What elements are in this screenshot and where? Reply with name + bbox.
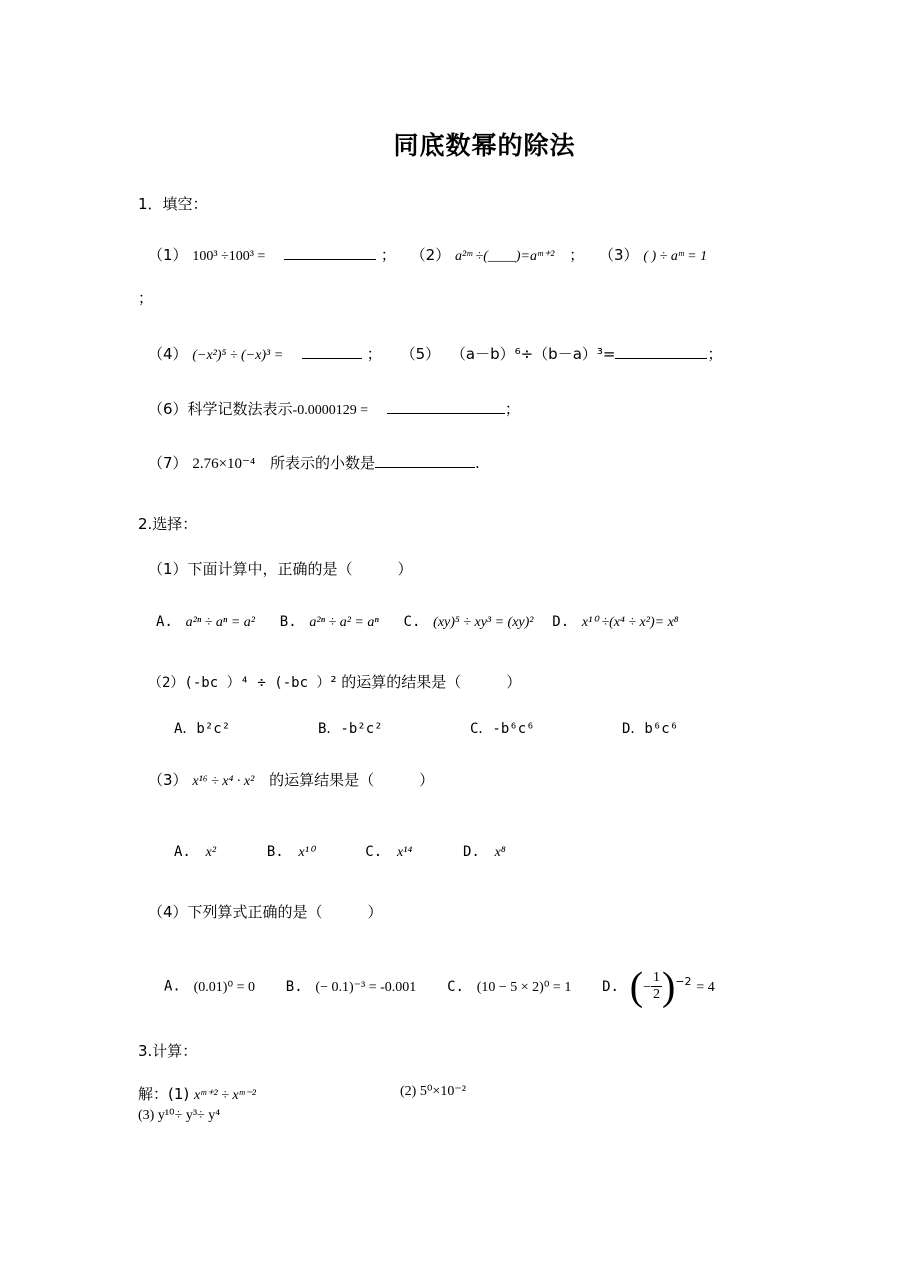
calc-2-expression: (2) 5⁰×10⁻² — [400, 1084, 466, 1099]
section-2-heading: 2.选择： — [138, 515, 198, 533]
open-paren: ( — [629, 963, 644, 1008]
q3-option-d[interactable]: x⁸ — [494, 845, 506, 860]
q3-expression: x¹⁶ ÷ x⁴ · x² — [192, 774, 255, 789]
q3-option-c-label[interactable]: C. — [365, 844, 383, 860]
q6-label: （6）科学记数法表示 — [148, 400, 293, 418]
calc-line-1 — [138, 1083, 256, 1104]
q3-label: （3） — [599, 246, 639, 264]
q1-option-a[interactable]: a²ⁿ ÷ aⁿ = a² — [185, 615, 255, 630]
q5-answer-blank[interactable] — [615, 346, 707, 359]
q4-expression: (−x²)⁵ ÷ (−x)³ = — [192, 348, 284, 363]
choice-q1-stem: （1）下面计算中，正确的是（ ） — [148, 560, 413, 578]
q2-option-c[interactable]: C．-b⁶c⁶ — [470, 721, 535, 737]
section-3-heading: 3.计算： — [138, 1042, 198, 1060]
q4-separator: ； — [366, 345, 382, 363]
q7-expression: 2.76×10⁻⁴ — [192, 456, 256, 472]
choice-q4-options — [164, 963, 715, 1008]
q4-d-rhs: = 4 — [696, 979, 715, 995]
q1-option-a-label[interactable]: A. — [156, 614, 173, 630]
fill-q6 — [148, 398, 520, 419]
q4-option-d-label[interactable]: D. — [602, 978, 619, 995]
q2-stem-part-c: ² 的运算的结果是（ ） — [330, 673, 522, 691]
q6-answer-blank[interactable] — [387, 401, 505, 414]
calc-3-expression: (3) y¹⁰÷ y³÷ y⁴ — [138, 1108, 221, 1123]
q3-option-a-label[interactable]: A. — [174, 844, 191, 860]
q4-option-b-label[interactable]: B. — [285, 978, 303, 995]
q6-end: ； — [504, 400, 520, 418]
choice-q3-options — [174, 842, 506, 861]
q2-expression: a²ᵐ ÷(____)=aᵐ⁺² — [455, 249, 555, 264]
q4-d-sign: − — [643, 979, 651, 995]
q2-stem-part-b: ⁴ ÷ (-bc ） — [240, 675, 331, 691]
q4-option-c-label[interactable]: C. — [447, 978, 464, 995]
q1-label: （1） — [148, 246, 188, 264]
fraction — [651, 970, 662, 1003]
q5-end: ； — [707, 345, 723, 363]
q4-label: （4） — [148, 345, 188, 363]
q1-option-c[interactable]: (xy)⁵ ÷ xy³ = (xy)² — [433, 615, 534, 630]
q7-text: 所表示的小数是 — [269, 454, 375, 472]
q1-option-b[interactable]: a²ⁿ ÷ a² = aⁿ — [309, 615, 379, 630]
fill-q7 — [148, 452, 480, 473]
q4-option-d[interactable] — [629, 963, 715, 1008]
choice-q1-options — [156, 612, 679, 631]
calc-1-label: 解：(1) — [138, 1085, 190, 1103]
q2-stem-part-a: （2）(-bc ） — [148, 675, 241, 691]
q5-expression: （a－b）⁶÷（b－a）³= — [450, 345, 616, 363]
q3-option-a[interactable]: x² — [205, 845, 217, 860]
q4-option-b[interactable]: (− 0.1)⁻³ = -0.001 — [315, 979, 417, 995]
q1-separator: ； — [380, 246, 396, 264]
q6-expression: -0.0000129 = — [292, 403, 369, 418]
q2-option-b[interactable]: B．-b²c² — [318, 721, 383, 737]
page-title: 同底数幂的除法 — [393, 131, 576, 160]
q4-option-c[interactable]: (10 − 5 × 2)⁰ = 1 — [476, 979, 572, 995]
choice-q2-stem — [148, 671, 521, 692]
fraction-numerator: 1 — [652, 969, 660, 985]
choice-q3-stem — [148, 769, 434, 790]
section-1-heading: 1．填空： — [138, 195, 208, 213]
q1-option-d-label[interactable]: D. — [552, 614, 570, 630]
q2-label: （2） — [410, 246, 451, 264]
fill-q4-q5 — [148, 343, 723, 364]
q1-option-c-label[interactable]: C. — [403, 614, 421, 630]
q4-d-exponent: −2 — [675, 974, 692, 988]
q3-option-b-label[interactable]: B. — [266, 844, 284, 860]
q5-label: （5） — [400, 345, 441, 363]
q3-option-b[interactable]: x¹⁰ — [298, 845, 315, 860]
q4-option-a-label[interactable]: A. — [164, 978, 181, 995]
fraction-denominator: 2 — [652, 986, 660, 1002]
q3-expression: ( ) ÷ aᵐ = 1 — [643, 249, 708, 264]
close-paren: ) — [661, 963, 676, 1008]
calc-1-expression: xᵐ⁺² ÷ xᵐ⁻² — [194, 1088, 256, 1103]
q1-expression: 100³ ÷100³ = — [192, 249, 266, 264]
q2-option-a[interactable]: A．b²c² — [174, 721, 231, 737]
q3-continuation: ； — [138, 289, 154, 307]
q2-separator: ； — [569, 246, 585, 264]
q3-label: （3） — [148, 771, 188, 789]
q3-option-c[interactable]: x¹⁴ — [396, 845, 413, 860]
q1-option-b-label[interactable]: B. — [279, 614, 297, 630]
q4-answer-blank[interactable] — [302, 346, 362, 359]
q4-option-a[interactable]: (0.01)⁰ = 0 — [193, 979, 255, 995]
q1-answer-blank[interactable] — [284, 247, 376, 260]
q3-option-d-label[interactable]: D. — [463, 844, 480, 860]
q1-option-d[interactable]: x¹⁰ ÷(x⁴ ÷ x²)= x⁸ — [581, 615, 679, 630]
q7-label: （7） — [148, 454, 188, 472]
q7-answer-blank[interactable] — [375, 455, 475, 468]
q2-option-d[interactable]: D．b⁶c⁶ — [622, 721, 679, 737]
q7-end: . — [474, 454, 480, 472]
q3-text: 的运算结果是（ ） — [269, 771, 435, 789]
choice-q4-stem: （4）下列算式正确的是（ ） — [148, 903, 383, 921]
fill-q1 — [148, 244, 707, 265]
